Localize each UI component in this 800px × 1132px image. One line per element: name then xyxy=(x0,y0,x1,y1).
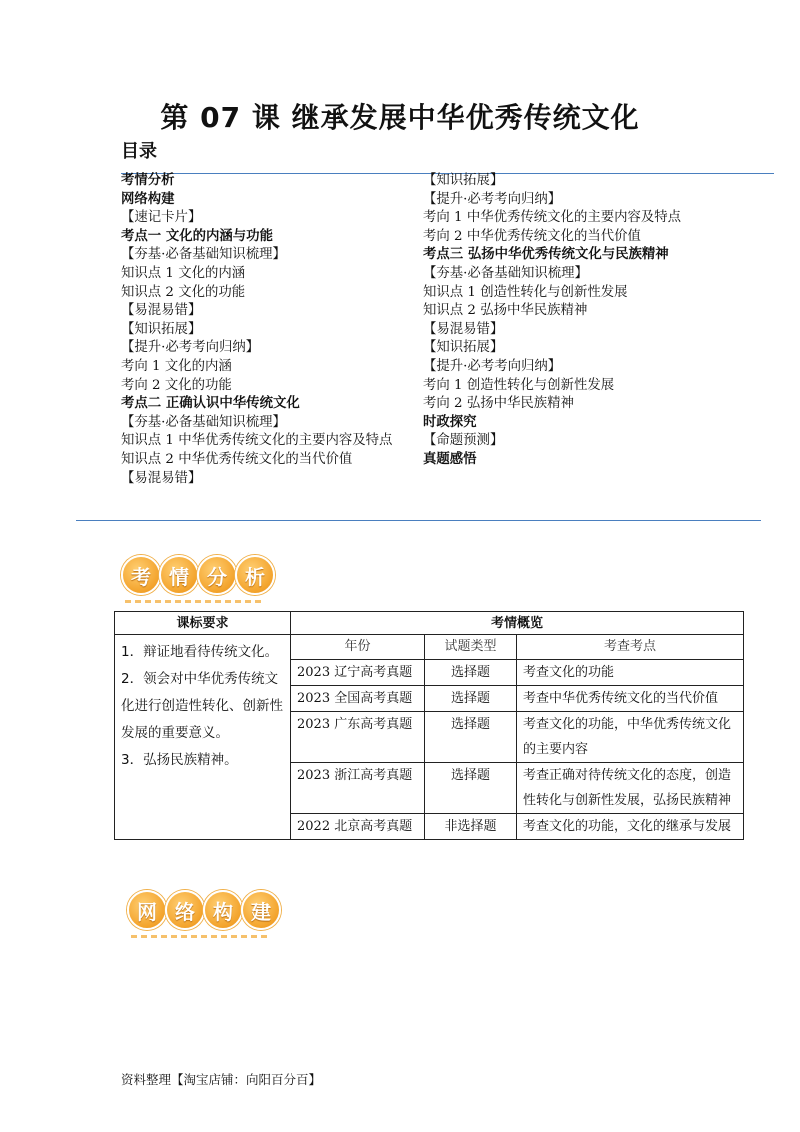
cell-point: 考查中华优秀传统文化的当代价值 xyxy=(517,686,744,712)
banner-char: 网 xyxy=(127,890,167,930)
subheader-type: 试题类型 xyxy=(425,635,517,660)
section-banner-analysis xyxy=(121,555,273,595)
cell-year: 2023 浙江高考真题 xyxy=(291,763,425,814)
subheader-year: 年份 xyxy=(291,635,425,660)
cell-type: 选择题 xyxy=(425,763,517,814)
toc-item[interactable]: 知识点 2 文化的功能 xyxy=(121,284,246,300)
cell-year: 2023 广东高考真题 xyxy=(291,712,425,763)
toc-item[interactable]: 考向 1 创造性转化与创新性发展 xyxy=(423,377,615,393)
toc-item[interactable]: 考向 1 文化的内涵 xyxy=(121,358,232,374)
toc-item[interactable]: 考向 1 中华优秀传统文化的主要内容及特点 xyxy=(423,210,682,226)
cell-year: 2023 全国高考真题 xyxy=(291,686,425,712)
banner-char: 情 xyxy=(159,555,199,595)
requirements-cell xyxy=(115,635,291,840)
toc-item[interactable]: 【夯基·必备基础知识梳理】 xyxy=(121,414,286,430)
cell-point: 考查正确对待传统文化的态度，创造性转化与创新性发展，弘扬民族精神 xyxy=(517,763,744,814)
toc-item[interactable]: 考点一 文化的内涵与功能 xyxy=(121,228,273,244)
toc-item[interactable]: 考点三 弘扬中华优秀传统文化与民族精神 xyxy=(423,247,669,263)
toc-item[interactable]: 考情分析 xyxy=(121,173,175,188)
cell-type: 选择题 xyxy=(425,712,517,763)
toc-heading: 目录 xyxy=(121,141,157,162)
cell-point: 考查文化的功能，文化的继承与发展 xyxy=(517,814,744,840)
cell-point: 考查文化的功能 xyxy=(517,660,744,686)
toc-item[interactable]: 网络构建 xyxy=(121,191,175,207)
toc-item[interactable]: 【易混易错】 xyxy=(423,321,504,337)
toc-item[interactable]: 【提升·必考考向归纳】 xyxy=(423,358,562,374)
banner-char: 分 xyxy=(197,555,237,595)
toc-item[interactable]: 真题感悟 xyxy=(423,451,477,467)
header-requirements: 课标要求 xyxy=(115,612,291,635)
toc-right-column xyxy=(423,172,695,470)
requirement-item: 2．领会对中华优秀传统文化进行创造性转化、创新性发展的重要意义。 xyxy=(121,671,283,741)
toc-bottom-divider xyxy=(76,520,761,521)
subheader-point: 考查考点 xyxy=(517,635,744,660)
toc-item[interactable]: 时政探究 xyxy=(423,414,477,430)
toc-item[interactable]: 知识点 2 中华优秀传统文化的当代价值 xyxy=(121,451,353,467)
banner-char: 构 xyxy=(203,890,243,930)
toc-item[interactable]: 考向 2 中华优秀传统文化的当代价值 xyxy=(423,228,641,244)
cell-type: 选择题 xyxy=(425,660,517,686)
cell-year: 2023 辽宁高考真题 xyxy=(291,660,425,686)
toc-item[interactable]: 知识点 1 创造性转化与创新性发展 xyxy=(423,284,628,300)
exam-analysis-table xyxy=(114,611,744,840)
toc-item[interactable]: 考向 2 文化的功能 xyxy=(121,377,232,393)
toc-item[interactable]: 【易混易错】 xyxy=(121,470,202,486)
cell-type: 选择题 xyxy=(425,686,517,712)
toc-item[interactable]: 知识点 1 文化的内涵 xyxy=(121,265,246,281)
toc-item[interactable]: 【知识拓展】 xyxy=(423,340,504,356)
toc-item[interactable]: 【夯基·必备基础知识梳理】 xyxy=(121,247,286,263)
cell-type: 非选择题 xyxy=(425,814,517,840)
toc-item[interactable]: 【命题预测】 xyxy=(423,433,504,449)
requirement-item: 1．辩证地看待传统文化。 xyxy=(121,644,279,660)
toc-item[interactable]: 【夯基·必备基础知识梳理】 xyxy=(423,265,588,281)
toc-item[interactable]: 【知识拓展】 xyxy=(423,173,504,188)
banner-underline xyxy=(125,600,265,603)
toc-item[interactable]: 考向 2 弘扬中华民族精神 xyxy=(423,396,574,412)
toc-left-column xyxy=(121,172,393,488)
banner-char: 析 xyxy=(235,555,275,595)
footer-source: 资料整理【淘宝店铺：向阳百分百】 xyxy=(121,1072,322,1087)
toc-item[interactable]: 知识点 2 弘扬中华民族精神 xyxy=(423,303,588,319)
requirement-item: 3．弘扬民族精神。 xyxy=(121,752,238,768)
toc-item[interactable]: 【提升·必考考向归纳】 xyxy=(423,191,562,207)
header-overview: 考情概览 xyxy=(291,612,744,635)
banner-char: 考 xyxy=(121,555,161,595)
section-banner-network xyxy=(127,890,279,930)
banner-underline xyxy=(131,935,271,938)
toc-item[interactable]: 【速记卡片】 xyxy=(121,210,202,226)
toc-item[interactable]: 【提升·必考考向归纳】 xyxy=(121,340,260,356)
toc-item[interactable]: 【知识拓展】 xyxy=(121,321,202,337)
toc-item[interactable]: 考点二 正确认识中华传统文化 xyxy=(121,396,300,412)
cell-point: 考查文化的功能，中华优秀传统文化的主要内容 xyxy=(517,712,744,763)
page-title: 第 07 课 继承发展中华优秀传统文化 xyxy=(160,101,640,134)
cell-year: 2022 北京高考真题 xyxy=(291,814,425,840)
toc-item[interactable]: 知识点 1 中华优秀传统文化的主要内容及特点 xyxy=(121,433,393,449)
toc-item[interactable]: 【易混易错】 xyxy=(121,303,202,319)
banner-char: 络 xyxy=(165,890,205,930)
banner-char: 建 xyxy=(241,890,281,930)
